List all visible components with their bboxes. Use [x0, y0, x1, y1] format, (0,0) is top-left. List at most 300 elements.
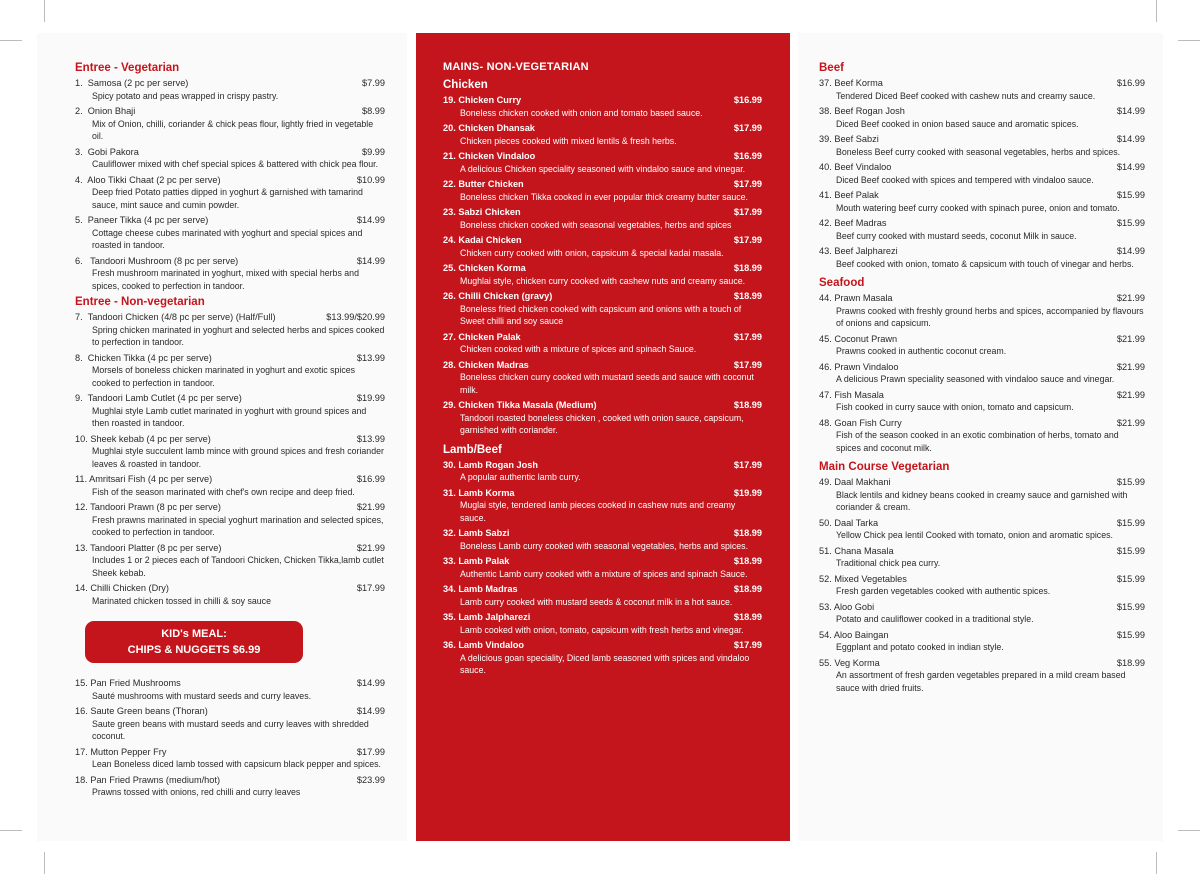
menu-item: [819, 77, 1145, 102]
item-description: Deep fried Potato patties dipped in yoghurt & garnished with tamarind sauce, mint sauce and cumin powder.: [92, 187, 363, 210]
menu-item-header: [443, 206, 762, 219]
menu-item-header: [819, 573, 1145, 586]
item-name: 20. Chicken Dhansak: [443, 123, 535, 133]
menu-item-header: [75, 433, 385, 446]
item-price: $18.99: [733, 612, 762, 622]
item-description: Cauliflower mixed with chef special spices & battered with chick pea flour.: [92, 159, 379, 169]
item-price: $13.99: [356, 433, 385, 444]
menu-item-header: [443, 234, 762, 247]
menu-list: [75, 77, 385, 292]
menu-item-header: [443, 331, 762, 344]
menu-item-header: [443, 94, 762, 107]
item-description: A delicious Chicken speciality seasoned with vindaloo sauce and vinegar.: [460, 163, 746, 174]
item-description: Boneless fried chicken cooked with capsicum and onions with a touch of Sweet chilli and soy sauce: [460, 303, 742, 326]
menu-item: [443, 359, 762, 397]
menu-item-header: [819, 389, 1145, 402]
item-price: $16.99: [1116, 78, 1145, 88]
item-name: 35. Lamb Jalpharezi: [443, 612, 531, 622]
item-name: 49. Daal Makhani: [819, 477, 891, 487]
crop-mark: [1156, 0, 1157, 22]
menu-item: [75, 582, 385, 607]
item-price: $17.99: [733, 123, 762, 133]
item-price: $14.99: [356, 678, 385, 688]
middle-panel: [416, 33, 790, 841]
menu-item: [443, 583, 762, 608]
item-description: Marinated chicken tossed in chilli & soy sauce: [92, 595, 271, 606]
menu-item-header: [75, 105, 385, 118]
menu-list: [819, 476, 1145, 694]
item-name: 7. Tandoori Chicken (4/8 pc per serve) (Half/Full): [75, 312, 276, 322]
item-name: 1. Samosa (2 pc per serve): [75, 78, 189, 88]
menu-item-header: [819, 217, 1145, 230]
menu-item: [819, 133, 1145, 158]
item-description: Boneless chicken cooked with seasonal vegetables, herbs and spices: [460, 219, 732, 230]
item-description: Authentic Lamb curry cooked with a mixture of spices and spinach Sauce.: [460, 568, 748, 579]
menu-item: [75, 214, 385, 252]
item-price: $16.99: [733, 95, 762, 105]
beef-section: [819, 61, 1145, 270]
item-name: 51. Chana Masala: [819, 545, 894, 556]
menu-item-header: [443, 399, 762, 412]
menu-item: [443, 122, 762, 147]
item-price: $14.99: [356, 706, 385, 716]
right-panel: [798, 33, 1163, 841]
item-description: Traditional chick pea curry.: [836, 558, 941, 568]
chicken-section: [443, 78, 762, 437]
menu-item-header: [819, 133, 1145, 146]
item-price: $14.99: [1116, 134, 1145, 144]
menu-item: [443, 262, 762, 287]
crop-mark: [44, 852, 45, 874]
item-name: 16. Saute Green beans (Thoran): [75, 706, 208, 716]
item-name: 28. Chicken Madras: [443, 359, 529, 370]
item-description: Eggplant and potato cooked in indian style.: [836, 642, 1004, 652]
menu-item: [443, 527, 762, 552]
menu-item-header: [819, 161, 1145, 174]
menu-item-header: [819, 189, 1145, 202]
item-description: Potato and cauliflower cooked in a traditional style.: [836, 614, 1034, 624]
item-price: $14.99: [356, 215, 385, 225]
item-description: Lamb curry cooked with mustard seeds & coconut milk in a hot sauce.: [460, 596, 733, 607]
item-price: $19.99: [733, 487, 762, 498]
item-description: Fish of the season cooked in an exotic combination of herbs, tomato and spices and coconut milk.: [836, 430, 1119, 453]
menu-item-header: [819, 417, 1145, 430]
item-description: Mughlai style Lamb cutlet marinated in yoghurt with ground spices and then roasted in tandoor.: [92, 405, 367, 428]
section-title: Seafood: [819, 277, 865, 289]
item-description: An assortment of fresh garden vegetables prepared in a mild cream based sauce with dried fruits.: [836, 670, 1126, 693]
menu-item: [75, 433, 385, 471]
menu-item-header: [819, 245, 1145, 258]
item-price: $17.99: [356, 583, 385, 593]
item-price: $15.99: [1116, 190, 1145, 200]
menu-item-header: [819, 517, 1145, 530]
item-description: Prawns cooked with freshly ground herbs and spices, accompanied by flavours of onions and capsicum.: [836, 305, 1144, 328]
item-name: 31. Lamb Korma: [443, 487, 515, 498]
menu-item: [819, 245, 1145, 270]
item-name: 50. Daal Tarka: [819, 517, 879, 528]
item-description: Chicken cooked with a mixture of spices and spinach Sauce.: [460, 344, 697, 354]
menu-item: [443, 555, 762, 580]
menu-item-header: [75, 746, 385, 759]
item-price: $9.99: [362, 146, 385, 157]
item-price: $13.99: [356, 352, 385, 363]
menu-item-header: [819, 476, 1145, 489]
menu-item: [443, 290, 762, 328]
menu-item-header: [75, 705, 385, 718]
entree-nonveg-section: [75, 295, 385, 607]
item-name: 42. Beef Madras: [819, 218, 887, 228]
item-description: Prawns tossed with onions, red chilli and curry leaves: [92, 787, 301, 797]
menu-item-header: [819, 361, 1145, 374]
item-name: 10. Sheek kebab (4 pc per serve): [75, 433, 211, 444]
item-price: $17.99: [356, 746, 385, 757]
menu-item: [819, 217, 1145, 242]
item-description: Morsels of boneless chicken marinated in yoghurt and exotic spices cooked to perfection in tandoor.: [92, 365, 356, 388]
menu-item-header: [443, 359, 762, 372]
item-name: 9. Tandoori Lamb Cutlet (4 pc per serve): [75, 393, 242, 403]
menu-item: [443, 459, 762, 484]
item-price: $18.99: [733, 400, 762, 410]
item-name: 33. Lamb Palak: [443, 556, 510, 566]
item-name: 36. Lamb Vindaloo: [443, 640, 525, 650]
menu-item-header: [75, 582, 385, 595]
menu-item-header: [819, 292, 1145, 305]
item-price: $23.99: [356, 774, 385, 785]
menu-item-header: [443, 150, 762, 163]
item-name: 44. Prawn Masala: [819, 293, 893, 303]
item-description: Fresh prawns marinated in special yoghurt marination and selected spices, cooked to perfection in tandoor.: [92, 514, 384, 537]
mains-title: MAINS- NON-VEGETARIAN: [443, 61, 589, 73]
item-price: $15.99: [1116, 477, 1145, 487]
item-name: 24. Kadai Chicken: [443, 235, 522, 245]
menu-item-header: [819, 77, 1145, 90]
item-name: 52. Mixed Vegetables: [819, 573, 907, 584]
item-name: 17. Mutton Pepper Fry: [75, 746, 167, 757]
item-description: Chicken curry cooked with onion, capsicum & special kadai masala.: [460, 247, 724, 258]
menu-item: [819, 389, 1145, 414]
menu-item: [75, 174, 385, 212]
item-description: Prawns cooked in authentic coconut cream.: [836, 346, 1007, 356]
item-name: 30. Lamb Rogan Josh: [443, 459, 538, 470]
menu-list: [75, 677, 385, 799]
section-title: Lamb/Beef: [443, 443, 502, 456]
item-price: $21.99: [356, 502, 385, 512]
menu-item: [75, 705, 385, 743]
item-description: Yellow Chick pea lentil Cooked with tomato, onion and aromatic spices.: [836, 530, 1113, 540]
item-description: Boneless chicken curry cooked with mustard seeds and sauce with coconut milk.: [460, 372, 754, 395]
item-description: Fish of the season marinated with chef's own recipe and deep fried.: [92, 486, 355, 497]
item-name: 6. Tandoori Mushroom (8 pc per serve): [75, 255, 239, 266]
menu-item-header: [75, 146, 385, 159]
item-price: $15.99: [1116, 218, 1145, 228]
item-description: Beef curry cooked with mustard seeds, coconut Milk in sauce.: [836, 230, 1077, 241]
item-description: Beef cooked with onion, tomato & capsicum with touch of vinegar and herbs.: [836, 258, 1134, 269]
item-name: 27. Chicken Palak: [443, 331, 521, 342]
item-description: Diced Beef cooked with spices and tempered with vindaloo sauce.: [836, 174, 1094, 185]
item-description: Cottage cheese cubes marinated with yoghurt and special spices and roasted in tandoor.: [92, 227, 363, 250]
item-name: 39. Beef Sabzi: [819, 134, 879, 144]
section-title: Beef: [819, 62, 844, 74]
item-price: $17.99: [733, 359, 762, 370]
menu-item-header: [443, 122, 762, 135]
menu-item: [819, 573, 1145, 598]
menu-item: [75, 774, 385, 799]
item-name: 12. Tandoori Prawn (8 pc per serve): [75, 502, 221, 512]
item-price: $16.99: [356, 474, 385, 484]
item-name: 54. Aloo Baingan: [819, 629, 889, 640]
item-price: $15.99: [1116, 545, 1145, 556]
item-price: $18.99: [733, 584, 762, 594]
section-title: Main Course Vegetarian: [819, 461, 950, 473]
item-description: A popular authentic lamb curry.: [460, 472, 581, 482]
entree-veg-section: [75, 61, 385, 292]
menu-item: [75, 392, 385, 430]
item-description: Fish cooked in curry sauce with onion, tomato and capsicum.: [836, 402, 1074, 412]
item-name: 2. Onion Bhaji: [75, 106, 136, 116]
seafood-section: [819, 276, 1145, 454]
menu-item: [443, 234, 762, 259]
menu-item: [443, 331, 762, 356]
menu-item: [819, 189, 1145, 214]
item-name: 19. Chicken Curry: [443, 95, 522, 105]
menu-item: [75, 146, 385, 171]
item-price: $21.99: [1116, 293, 1145, 303]
item-description: Tendered Diced Beef cooked with cashew nuts and creamy sauce.: [836, 90, 1096, 101]
item-description: Black lentils and kidney beans cooked in creamy sauce and garnished with coriander & cream.: [836, 489, 1128, 512]
menu-item: [819, 292, 1145, 330]
menu-item-header: [75, 392, 385, 405]
menu-item-header: [75, 542, 385, 555]
menu-item: [819, 517, 1145, 542]
item-price: $14.99: [356, 255, 385, 266]
menu-item: [75, 105, 385, 143]
item-name: 8. Chicken Tikka (4 pc per serve): [75, 352, 212, 363]
item-price: $18.99: [733, 528, 762, 538]
menu-item: [819, 657, 1145, 695]
menu-item: [75, 255, 385, 293]
item-price: $17.99: [733, 640, 762, 650]
item-price: $15.99: [1116, 629, 1145, 640]
menu-item: [819, 333, 1145, 358]
menu-item: [819, 361, 1145, 386]
item-description: Mughlai style, chicken curry cooked with cashew nuts and creamy sauce.: [460, 275, 746, 286]
menu-item: [443, 94, 762, 119]
menu-list: [443, 94, 762, 437]
item-name: 41. Beef Palak: [819, 190, 879, 200]
item-description: A delicious Prawn speciality seasoned with vindaloo sauce and vinegar.: [836, 374, 1115, 384]
menu-item: [819, 105, 1145, 130]
menu-item-header: [75, 311, 385, 324]
item-description: A delicious goan speciality, Diced lamb seasoned with spices and vindaloo sauce.: [460, 652, 750, 675]
item-description: Lamb cooked with onion, tomato, capsicum with fresh herbs and vinegar.: [460, 624, 744, 635]
menu-item: [819, 476, 1145, 514]
item-price: $17.99: [733, 331, 762, 342]
item-name: 13. Tandoori Platter (8 pc per serve): [75, 542, 222, 553]
menu-item-header: [75, 352, 385, 365]
section-title: Entree - Non-vegetarian: [75, 296, 205, 308]
item-description: Fresh garden vegetables cooked with authentic spices.: [836, 586, 1051, 596]
menu-item: [75, 352, 385, 390]
menu-item: [819, 601, 1145, 626]
item-description: Mix of Onion, chilli, coriander & chick peas flour, lightly fried in vegetable oil.: [92, 118, 374, 141]
item-name: 15. Pan Fried Mushrooms: [75, 678, 181, 688]
menu-item-header: [443, 583, 762, 596]
item-price: $15.99: [1116, 573, 1145, 584]
item-name: 3. Gobi Pakora: [75, 146, 139, 157]
item-description: Mouth watering beef curry cooked with spinach puree, onion and tomato.: [836, 202, 1120, 213]
menu-list: [819, 292, 1145, 454]
menu-item-header: [443, 178, 762, 191]
menu-item-header: [75, 501, 385, 514]
item-price: $14.99: [1116, 106, 1145, 116]
item-description: Includes 1 or 2 pieces each of Tandoori Chicken, Chicken Tikka,lamb cutlet Sheek kebab.: [92, 555, 384, 578]
crop-mark: [1156, 852, 1157, 874]
item-description: Chicken pieces cooked with mixed lentils & fresh herbs.: [460, 135, 677, 146]
item-name: 48. Goan Fish Curry: [819, 417, 902, 428]
item-description: Tandoori roasted boneless chicken , cooked with onion sauce, capsicum, garnished with coriander.: [460, 412, 744, 435]
menu-item-header: [819, 601, 1145, 614]
item-price: $19.99: [356, 393, 385, 403]
crop-mark: [0, 830, 22, 831]
item-description: Boneless chicken Tikka cooked in ever popular thick creamy butter sauce.: [460, 191, 748, 202]
item-description: Boneless Beef curry cooked with seasonal vegetables, herbs and spices.: [836, 146, 1121, 157]
item-price: $18.99: [733, 556, 762, 566]
menu-item: [443, 206, 762, 231]
item-description: Boneless Lamb curry cooked with seasonal vegetables, herbs and spices.: [460, 540, 749, 551]
menu-item-header: [819, 629, 1145, 642]
item-name: 22. Butter Chicken: [443, 179, 524, 189]
item-price: $13.99/$20.99: [326, 312, 385, 322]
menu-item-header: [819, 333, 1145, 346]
menu-item-header: [75, 677, 385, 690]
menu-item: [75, 746, 385, 771]
lamb-beef-section: [443, 443, 762, 677]
menu-item-header: [75, 77, 385, 90]
item-name: 34. Lamb Madras: [443, 584, 518, 594]
item-description: Sauté mushrooms with mustard seeds and curry leaves.: [92, 690, 312, 701]
item-price: $18.99: [733, 263, 762, 273]
item-name: 4. Aloo Tikki Chaat (2 pc per serve): [75, 174, 221, 185]
menu-item-header: [443, 487, 762, 500]
menu-item: [443, 178, 762, 203]
crop-mark: [44, 0, 45, 22]
kids-meal-banner: [85, 621, 303, 663]
section-title: Entree - Vegetarian: [75, 62, 180, 74]
menu-item: [443, 639, 762, 677]
item-description: Diced Beef cooked in onion based sauce and aromatic spices.: [836, 118, 1079, 129]
menu-item-header: [443, 527, 762, 540]
menu-item-header: [75, 174, 385, 187]
menu-item-header: [75, 473, 385, 486]
item-name: 25. Chicken Korma: [443, 263, 526, 273]
item-description: Saute green beans with mustard seeds and curry leaves with shredded coconut.: [92, 718, 369, 741]
item-price: $7.99: [362, 78, 385, 88]
item-price: $17.99: [733, 179, 762, 189]
menu-item-header: [443, 611, 762, 624]
item-description: Spring chicken marinated in yoghurt and selected herbs and spices cooked to perfection in tandoor.: [92, 324, 385, 347]
item-name: 38. Beef Rogan Josh: [819, 106, 905, 116]
item-description: Spicy potato and peas wrapped in crispy pastry.: [92, 90, 279, 101]
item-price: $14.99: [1116, 162, 1145, 172]
menu-item-header: [819, 657, 1145, 670]
left-panel: [37, 33, 407, 841]
menu-item-header: [75, 214, 385, 227]
menu-item-header: [443, 639, 762, 652]
main-course-veg-section: [819, 460, 1145, 694]
menu-item-header: [443, 555, 762, 568]
menu-item: [819, 161, 1145, 186]
kids-meal-title: KID's MEAL:: [161, 628, 227, 640]
item-name: 43. Beef Jalpharezi: [819, 246, 898, 256]
menu-item: [75, 542, 385, 580]
menu-item: [443, 487, 762, 525]
item-price: $15.99: [1116, 601, 1145, 612]
item-name: 18. Pan Fried Prawns (medium/hot): [75, 774, 221, 785]
item-price: $17.99: [733, 459, 762, 470]
item-name: 11. Amritsari Fish (4 pc per serve): [75, 474, 213, 484]
item-price: $17.99: [733, 207, 762, 217]
item-price: $10.99: [356, 174, 385, 185]
item-name: 26. Chilli Chicken (gravy): [443, 291, 553, 301]
menu-item: [75, 311, 385, 349]
item-price: $21.99: [1116, 417, 1145, 428]
item-price: $21.99: [1116, 361, 1145, 372]
item-name: 21. Chicken Vindaloo: [443, 151, 536, 161]
item-name: 14. Chilli Chicken (Dry): [75, 583, 169, 593]
item-price: $16.99: [733, 151, 762, 161]
crop-mark: [1178, 40, 1200, 41]
item-name: 40. Beef Vindaloo: [819, 162, 892, 172]
item-description: Boneless chicken cooked with onion and tomato based sauce.: [460, 107, 703, 118]
menu-item-header: [443, 290, 762, 303]
menu-item: [75, 501, 385, 539]
item-price: $17.99: [733, 235, 762, 245]
menu-item: [75, 77, 385, 102]
item-price: $8.99: [362, 106, 385, 116]
item-price: $15.99: [1116, 517, 1145, 528]
item-description: Lean Boneless diced lamb tossed with capsicum black pepper and spices.: [92, 759, 381, 769]
menu-list: [443, 459, 762, 677]
item-price: $21.99: [1116, 389, 1145, 400]
menu-item: [819, 417, 1145, 455]
kids-meal-offer: CHIPS & NUGGETS $6.99: [127, 644, 261, 656]
section-title: Chicken: [443, 79, 488, 91]
item-name: 37. Beef Korma: [819, 78, 883, 88]
item-name: 32. Lamb Sabzi: [443, 528, 510, 538]
menu-item-header: [443, 262, 762, 275]
item-price: $18.99: [733, 291, 762, 301]
menu-list: [75, 311, 385, 607]
item-price: $21.99: [1116, 333, 1145, 344]
menu-item-header: [75, 255, 385, 268]
item-name: 55. Veg Korma: [819, 657, 880, 668]
menu-item: [819, 545, 1145, 570]
item-price: $14.99: [1116, 246, 1145, 256]
item-name: 53. Aloo Gobi: [819, 601, 875, 612]
menu-item-header: [75, 774, 385, 787]
item-name: 46. Prawn Vindaloo: [819, 361, 899, 372]
item-description: Mughlai style succulent lamb mince with ground spices and fresh coriander leaves & roasted in tandoor.: [92, 446, 384, 469]
menu-item: [819, 629, 1145, 654]
menu-item: [443, 399, 762, 437]
menu-item-header: [819, 105, 1145, 118]
item-name: 29. Chicken Tikka Masala (Medium): [443, 400, 597, 410]
item-name: 45. Coconut Prawn: [819, 333, 898, 344]
menu-item-header: [819, 545, 1145, 558]
menu-item: [443, 611, 762, 636]
item-description: Muglai style, tendered lamb pieces cooked in cashew nuts and creamy sauce.: [460, 500, 736, 523]
item-name: 5. Paneer Tikka (4 pc per serve): [75, 215, 209, 225]
